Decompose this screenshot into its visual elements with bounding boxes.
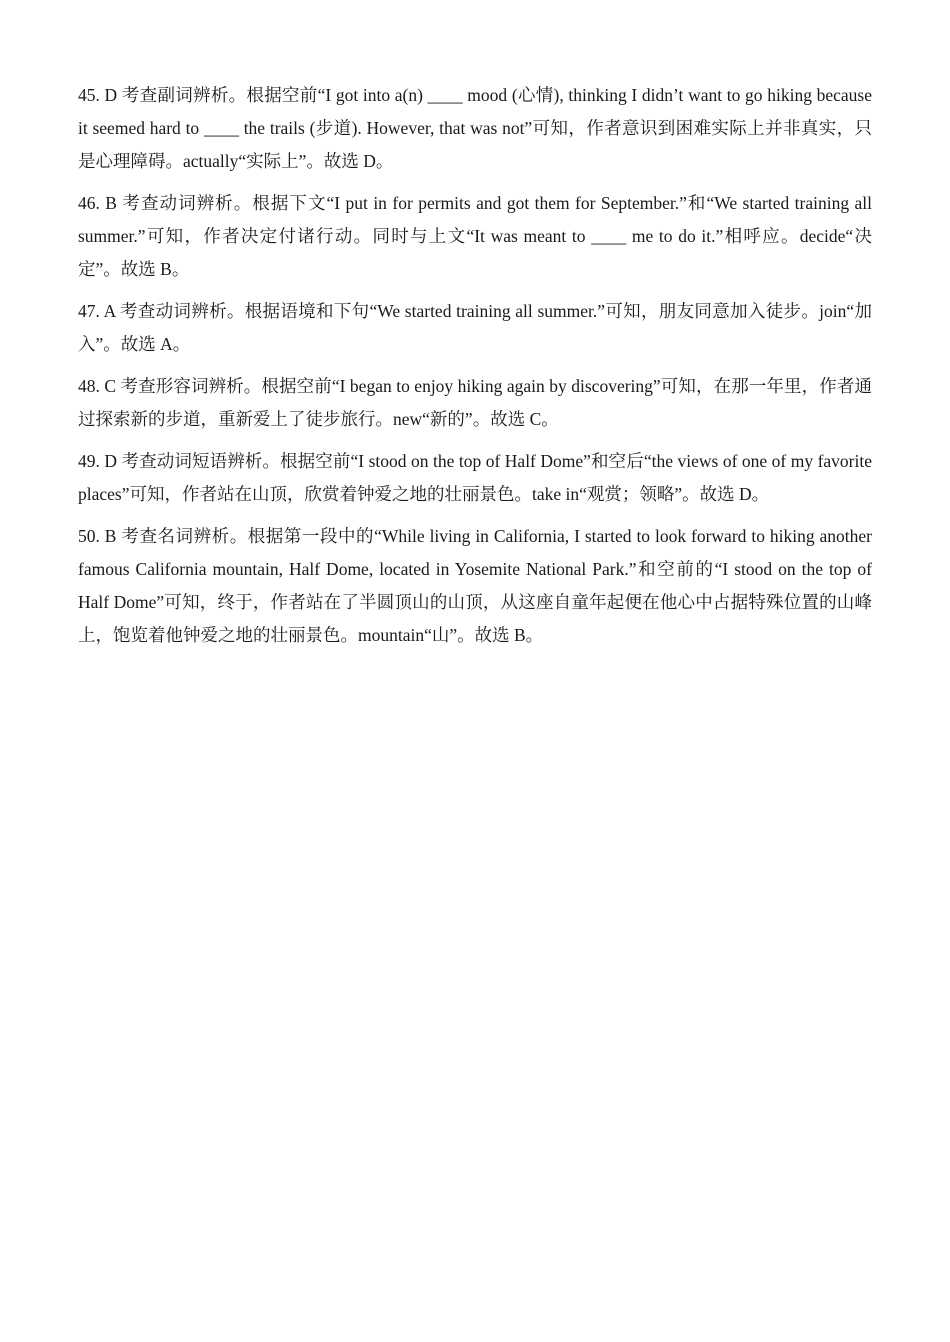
explanation-45: 45. D 考查副词辨析。根据空前“I got into a(n) ____ mood (心情), thinking I didn’t want to go hiking because it seemed hard to ____ the trails (步道). However, that was not”可知，作者意识到困难实际上并非真实，只是心理障碍。actually“实际上”。故选 D。 xyxy=(78,85,872,171)
explanation-48: 48. C 考查形容词辨析。根据空前“I began to enjoy hiking again by discovering”可知，在那一年里，作者通过探索新的步道，重新爱上了徒步旅行。new“新的”。故选 C。 xyxy=(78,376,872,429)
explanation-50: 50. B 考查名词辨析。根据第一段中的“While living in California, I started to look forward to hiking another famous California mountain, Half Dome, located in Yosemite National Park.”和空前的“I stood on the top of Half Dome”可知，终于，作者站在了半圆顶山的山顶，从这座自童年起便在他心中占据特殊位置的山峰上，饱览着他钟爱之地的壮丽景色。mountain“山”。故选 B。 xyxy=(78,526,872,645)
answer-explanations xyxy=(78,79,872,661)
explanation-46: 46. B 考查动词辨析。根据下文“I put in for permits and got them for September.”和“We started training all summer.”可知，作者决定付诸行动。同时与上文“It was meant to ____ me to do it.”相呼应。decide“决定”。故选 B。 xyxy=(78,193,872,279)
explanation-49: 49. D 考查动词短语辨析。根据空前“I stood on the top of Half Dome”和空后“the views of one of my favorite places”可知，作者站在山顶，欣赏着钟爱之地的壮丽景色。take in“观赏；领略”。故选 D。 xyxy=(78,451,872,504)
explanation-47: 47. A 考查动词辨析。根据语境和下句“We started training all summer.”可知，朋友同意加入徒步。join“加入”。故选 A。 xyxy=(78,301,872,354)
